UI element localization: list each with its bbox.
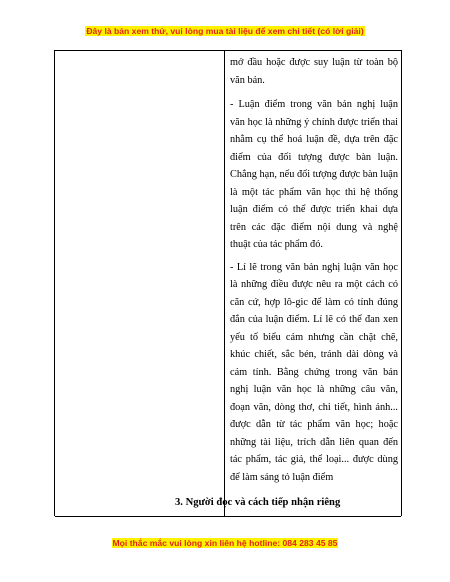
table-bottom-border	[55, 516, 401, 517]
paragraph-li-le: - Lí lẽ trong văn bản nghị luận văn học là những điều được nêu ra một cách có căn cứ, hợp lô-gic để làm có tính đúng đắn của luận điểm. Lí lẽ có thể đan xen yếu tố biểu cảm nhưng cần chặt chẽ, khúc chiết, sắc bén, tránh dài dòng và cảm tính. Bằng chứng trong văn bản nghị luận văn học là những câu văn, đoạn văn, dòng thơ, chi tiết, hình ảnh... được dẫn từ tác phẩm văn học; hoặc những tài liệu, trích dẫn liên quan đến tác phẩm, tác giả, thể loại... được dùng để làm sáng tỏ luận điểm	[230, 261, 398, 483]
hotline-text: Mọi thắc mắc vui lòng xin liên hệ hotline: 084 283 45 85	[112, 538, 338, 548]
table-left-cell	[55, 50, 225, 516]
preview-notice-text: Đây là bản xem thử, vui lòng mua tài liệu để xem chi tiết (có lời giải)	[86, 26, 364, 36]
paragraph-continuation: mở đầu hoặc được suy luận từ toàn bộ văn bản.	[230, 57, 398, 86]
paragraph-luan-diem: - Luận điểm trong văn bản nghị luận văn học là những ý chính được triển thai nhằm cụ thể hoá luận đề, dựa trên đặc điểm của đối tượng được bàn luận. Chẳng hạn, nếu đối tượng được bàn luận là một tác phẩm văn học thì hệ thống luận điểm có thể được triển khai dựa trên các đặc điểm nội dung và nghệ thuật của tác phẩm đó.	[230, 99, 398, 250]
content-table	[54, 50, 402, 516]
hotline-banner	[0, 538, 450, 548]
table-right-cell	[230, 54, 398, 491]
section-heading: 3. Người đọc và cách tiếp nhận riêng	[175, 497, 341, 508]
preview-notice-banner	[0, 26, 450, 36]
